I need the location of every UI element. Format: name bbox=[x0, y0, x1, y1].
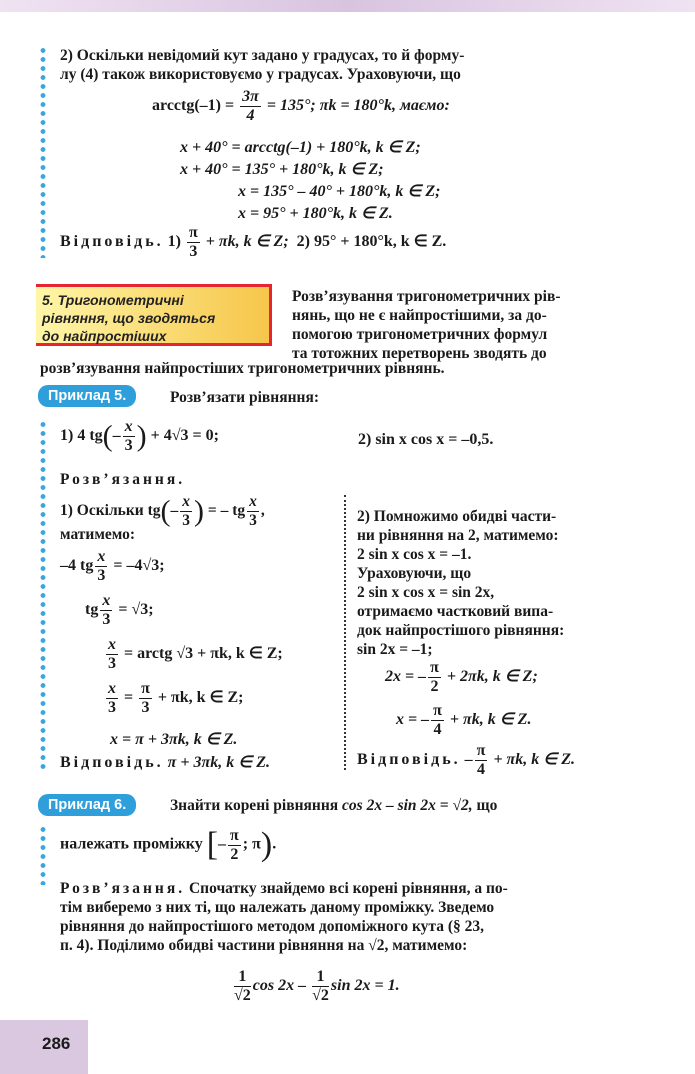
right-step2: x = – $\frac{\pi}{4}$ + πk, k ∈ Z. bbox=[396, 702, 532, 738]
right-line: Ураховуючи, що bbox=[357, 565, 472, 582]
arcctg-equation: arcctg(–1) = $\frac{3\pi}{4}$ = 135°; πk = 180°k, маємо: bbox=[152, 88, 450, 124]
example5-badge: Приклад 5. bbox=[38, 385, 136, 407]
left-step1: –4 tg $\frac{x}{3}$ = –4√3; bbox=[60, 548, 165, 584]
left-intro-line2: матимемо: bbox=[60, 526, 136, 543]
right-line: 2) Помножимо обидві части- bbox=[357, 508, 557, 525]
step-2: x + 40° = 135° + 180°k, k ∈ Z; bbox=[180, 161, 384, 178]
step-4: x = 95° + 180°k, k ∈ Z. bbox=[238, 205, 393, 222]
right-line: отримаємо частковий випа- bbox=[357, 603, 554, 620]
example6-interval: належать проміжку [– $\frac{\pi}{2}$ ; π). bbox=[60, 826, 277, 863]
section-text bbox=[292, 287, 642, 363]
para1-line1: 2) Оскільки невідомий кут задано у градусах, то й форму- bbox=[60, 47, 465, 64]
example6-text-line: Спочатку знайдемо всі корені рівняння, а по- bbox=[185, 880, 508, 897]
section-text-line: Розв’язування тригонометричних рів- bbox=[292, 288, 561, 305]
para1-text bbox=[60, 46, 640, 84]
top-decoration-bar bbox=[0, 0, 695, 12]
right-line: 2 sin x cos x = sin 2x, bbox=[357, 584, 495, 601]
right-line: sin 2x = –1; bbox=[357, 641, 433, 658]
right-line: ни рівняння на 2, матимемо: bbox=[357, 527, 559, 544]
section-text-line: нянь, що не є найпростішими, за до- bbox=[292, 307, 547, 324]
example6-final-equation: $\frac{1}{√2}$ cos 2x – $\frac{1}{√2}$ sin 2x = 1. bbox=[234, 968, 400, 1004]
left-step4: $\frac{x}{3}$ = $\frac{\pi}{3}$ + πk, k ∈ Z; bbox=[108, 680, 244, 716]
example6-solution bbox=[60, 879, 645, 955]
left-answer: Відповідь. π + 3πk, k ∈ Z. bbox=[60, 754, 270, 771]
section-title-box bbox=[36, 284, 272, 346]
margin-dots bbox=[40, 46, 46, 258]
example6-badge: Приклад 6. bbox=[38, 794, 136, 816]
example6-text-line: тім виберемо з них ті, що належать даному проміжку. Зведемо bbox=[60, 899, 495, 916]
para1-line2: лу (4) також використовуємо у градусах. Ураховуючи, що bbox=[60, 66, 461, 83]
section-text-last: розв’язування найпростіших тригонометричних рівнянь. bbox=[40, 360, 445, 377]
margin-dots bbox=[40, 825, 46, 885]
right-line: 2 sin x cos x = –1. bbox=[357, 546, 472, 563]
para1-answer: Відповідь. 1) $\frac{\pi}{3}$ + πk, k ∈ Z; 2) 95° + 180°k, k ∈ Z. bbox=[60, 224, 447, 260]
column-separator bbox=[344, 495, 346, 770]
step-1: x + 40° = arcctg(–1) + 180°k, k ∈ Z; bbox=[180, 139, 421, 156]
section-text-line: та тотожних перетворень зводять до bbox=[292, 345, 547, 362]
page-number: 286 bbox=[0, 1020, 88, 1074]
example5-eq2: 2) sin x cos x = –0,5. bbox=[358, 431, 494, 448]
margin-dots bbox=[40, 420, 46, 770]
left-step5: x = π + 3πk, k ∈ Z. bbox=[110, 731, 238, 748]
left-intro: 1) Оскільки tg(– $\frac{x}{3}$ ) = – tg $\frac{x}{3}$ , bbox=[60, 493, 265, 529]
step-3: x = 135° – 40° + 180°k, k ∈ Z; bbox=[238, 183, 441, 200]
example6-solution-label: Розв’язання. bbox=[60, 880, 186, 897]
left-step2: tg $\frac{x}{3}$ = √3; bbox=[85, 592, 154, 628]
example5-solution-label: Розв’язання. bbox=[60, 471, 186, 488]
right-line: док найпростішого рівняння: bbox=[357, 622, 565, 639]
right-step1: 2x = – $\frac{\pi}{2}$ + 2πk, k ∈ Z; bbox=[385, 659, 538, 695]
section-title-line1: 5. Тригонометричні bbox=[42, 292, 184, 308]
example5-eq1: 1) 4 tg(– $\frac{x}{3}$ ) + 4√3 = 0; bbox=[60, 418, 219, 454]
right-answer: Відповідь. – $\frac{\pi}{4}$ + πk, k ∈ Z. bbox=[357, 742, 575, 778]
right-text bbox=[357, 507, 647, 659]
section-title-line3: до найпростіших bbox=[42, 328, 167, 344]
example6-text-line: п. 4). Поділимо обидві частини рівняння на √2, матимемо: bbox=[60, 937, 468, 954]
example6-text-line: рівняння до найпростішого методом допоміжного кута (§ 23, bbox=[60, 918, 484, 935]
example6-task: Знайти корені рівняння cos 2x – sin 2x = √2, що bbox=[170, 797, 498, 814]
section-title-line2: рівняння, що зводяться bbox=[42, 310, 216, 326]
example5-task: Розв’язати рівняння: bbox=[170, 389, 319, 406]
section-text-line: помогою тригонометричних формул bbox=[292, 326, 548, 343]
left-step3: $\frac{x}{3}$ = arctg √3 + πk, k ∈ Z; bbox=[108, 636, 283, 672]
